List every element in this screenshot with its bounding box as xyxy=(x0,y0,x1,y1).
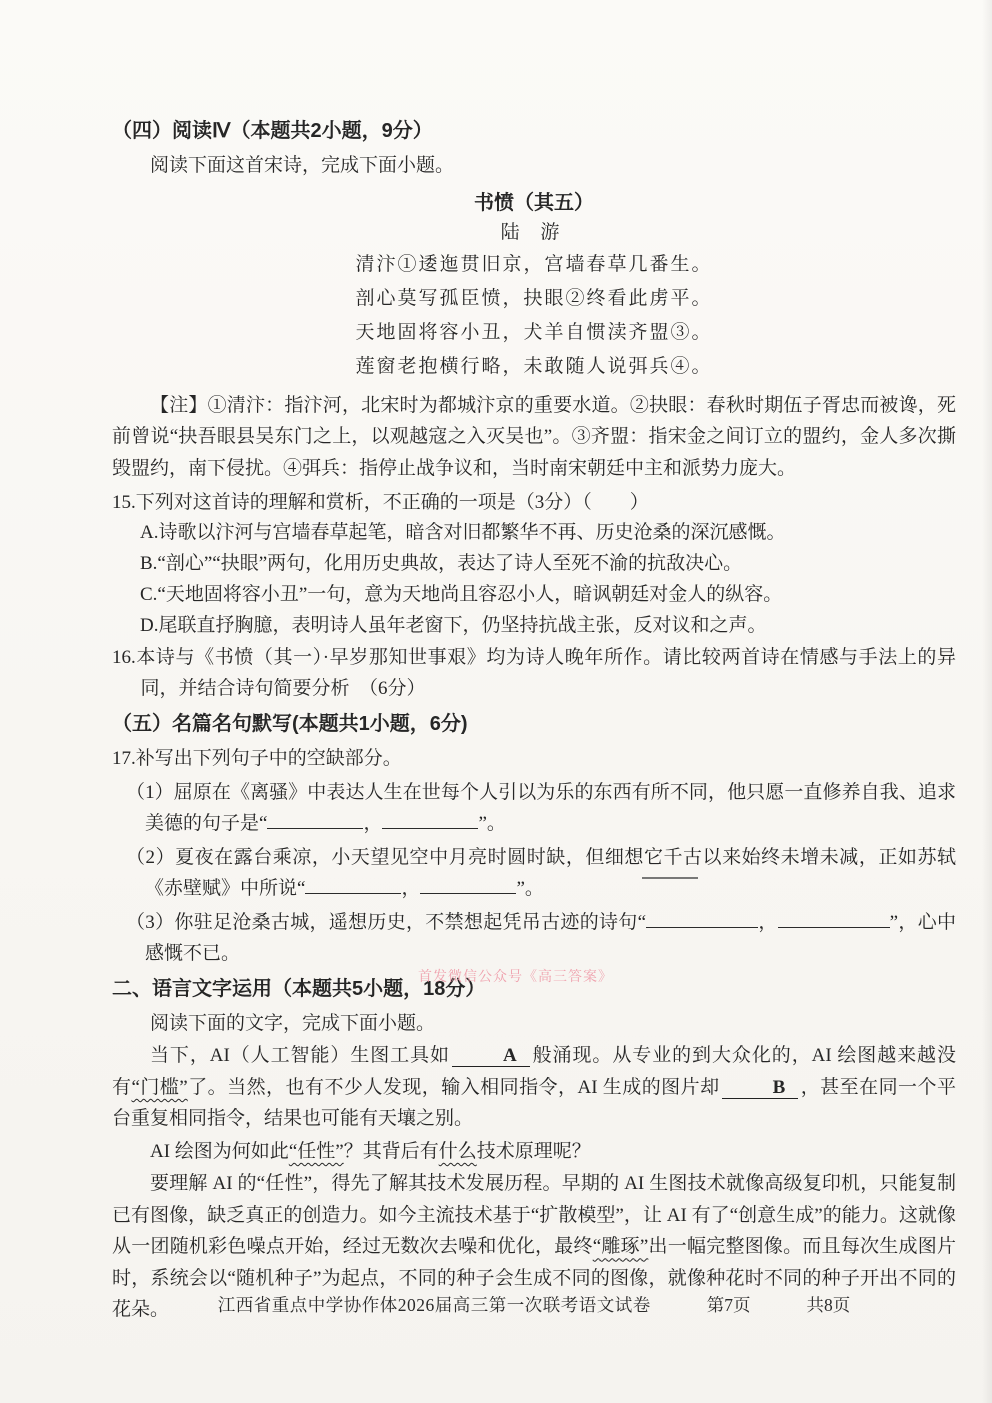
item-2-end: ”。 xyxy=(516,878,544,900)
item-2-comma: ， xyxy=(401,878,421,900)
answer-blank xyxy=(646,910,758,928)
p1-text-3: 了。当然，也有不少人发现，输入相同指令，AI 生成的图片却 xyxy=(187,1076,720,1098)
p3-text-1: 要理解 AI 的“任性”，得先了解其技术发展历程。早期的 AI 生图技术就像高级复印机，只能复制已有图像，缺乏真正的创造力。如今主流技术基于“扩散模型”，让 AI 有了“创意生成”的能力。这就像从一团随机彩色噪点开始，经过无数次去噪和优化，最终 xyxy=(112,1173,956,1258)
question-15-stem: 15.下列对这首诗的理解和赏析，不正确的一项是（3分）（ ） xyxy=(112,491,649,513)
emphasis-diaozhuo: “雕琢” xyxy=(592,1236,649,1258)
dictation-item-2 xyxy=(126,842,956,905)
language-use-instruction: 阅读下面的文字，完成下面小题。 xyxy=(150,1012,436,1034)
option-d: D.尾联直抒胸臆，表明诗人虽年老窗下，仍坚持抗战主张，反对议和之声。 xyxy=(140,614,767,636)
section-4-heading: （四）阅读Ⅳ（本题共2小题，9分） xyxy=(112,120,433,142)
poem-line-4: 莲窗老抱横行略，未敢随人说弭兵④。 xyxy=(355,355,713,377)
blank-b: B xyxy=(722,1078,799,1099)
answer-blank xyxy=(382,811,478,829)
watermark: 首发微信公众号《高三答案》 xyxy=(418,970,613,985)
ai-paragraph-1 xyxy=(112,1040,956,1135)
poem-line-1: 清汴①逶迤贯旧京，宫墙春草几番生。 xyxy=(355,253,713,275)
ai-paragraph-2 xyxy=(112,1136,956,1168)
p2-text-3: 技术原理呢？ xyxy=(476,1140,591,1162)
question-15-options xyxy=(112,518,956,642)
item-3-text: （3）你驻足沧桑古城，遥想历史，不禁想起凭吊古迹的诗句“ xyxy=(126,911,647,933)
item-1-end: ”。 xyxy=(478,813,506,835)
page-footer xyxy=(112,1292,956,1317)
section-5-heading: （五）名篇名句默写(本题共1小题，6分) xyxy=(112,712,468,735)
blank-a: A xyxy=(452,1046,530,1067)
item-2-text: （2）夏夜在露台乘凉，小天望见空中月亮时圆时缺，但细想它千古以来始终未增未减，正如苏轼《赤壁赋》中所说“ xyxy=(126,846,956,900)
poem-line-3: 天地固将容小丑，犬羊自惯渎齐盟③。 xyxy=(355,321,713,343)
item-1-comma: ， xyxy=(363,813,383,835)
scan-artifact-line xyxy=(642,877,698,879)
section-2-heading: 二、语言文字运用（本题共5小题，18分） xyxy=(112,977,486,1000)
option-b: B.“剖心”“抉眼”两句，化用历史典故，表达了诗人至死不渝的抗敌决心。 xyxy=(140,553,743,575)
answer-blank xyxy=(420,876,516,894)
emphasis-renxing: “任性” xyxy=(288,1140,344,1162)
poem-line-2: 剖心莫写孤臣愤，抉眼②终看此虏平。 xyxy=(355,287,713,309)
footer-exam-title: 江西省重点中学协作体2026届高三第一次联考语文试卷 xyxy=(217,1295,651,1315)
p2-text-2: ？其背后有 xyxy=(343,1140,439,1162)
reading-instruction: 阅读下面这首宋诗，完成下面小题。 xyxy=(150,155,455,176)
poem-title: 书愤（其五） xyxy=(474,191,594,214)
dictation-item-1 xyxy=(126,777,956,840)
p1-text-2: 般涌现。从专业的到大众化的，AI 绘图越来越没有 xyxy=(112,1045,956,1098)
option-a: A.诗歌以汴河与宫墙春草起笔，暗含对旧都繁华不再、历史沧桑的深沉感慨。 xyxy=(140,522,786,544)
item-3-end: ”，心中感慨不已。 xyxy=(145,911,956,965)
answer-blank xyxy=(305,876,401,894)
question-17-stem: 17.补写出下列句子中的空缺部分。 xyxy=(112,747,402,769)
item-3-comma: ， xyxy=(758,911,778,933)
p3-text-2: 出一幅完整图像。而且每次生成图片时，系统会以“随机种子”为起点，不同的种子会生成不同的图像，就像种花时不同的种子开出不同的花朵。 xyxy=(112,1236,956,1321)
dictation-item-3 xyxy=(126,907,956,970)
footer-page-total: 共8页 xyxy=(806,1295,851,1315)
emphasis-shenme: 什么 xyxy=(438,1140,477,1162)
answer-blank xyxy=(778,910,890,928)
emphasis-menkan: “门槛” xyxy=(131,1076,188,1098)
poem-author: 陆 游 xyxy=(500,221,568,243)
p2-text-1: AI 绘图为何如此 xyxy=(150,1140,289,1162)
question-16: 16.本诗与《书愤（其一）·早岁那知世事艰》均为诗人晚年所作。请比较两首诗在情感与手法上的异同，并结合诗句简要分析 （6分） xyxy=(112,646,956,700)
answer-blank xyxy=(267,811,363,829)
p1-text-1: 当下，AI（人工智能）生图工具如 xyxy=(150,1045,450,1067)
poem-block xyxy=(112,188,956,384)
option-c: C.“天地固将容小丑”一句，意为天地尚且容忍小人，暗讽朝廷对金人的纵容。 xyxy=(140,583,783,605)
p1-text-4: ，甚至在同一个平台重复相同指令，结果也可能有天壤之别。 xyxy=(112,1076,956,1130)
item-1-text: （1）屈原在《离骚》中表达人生在世每个人引以为乐的东西有所不同，他只愿一直修养自我、追求美德的句子是“ xyxy=(126,781,956,835)
footer-page-number: 第7页 xyxy=(706,1295,751,1315)
poem-notes: 【注】①清汴：指汴河，北宋时为都城汴京的重要水道。②抉眼：春秋时期伍子胥忠而被谗，死前曾说“抉吾眼县吴东门之上，以观越寇之入灭吴也”。③齐盟：指宋金之间订立的盟约，金人多次撕毁盟约，南下侵扰。④弭兵：指停止战争议和，当时南宋朝廷中主和派势力庞大。 xyxy=(112,394,956,479)
